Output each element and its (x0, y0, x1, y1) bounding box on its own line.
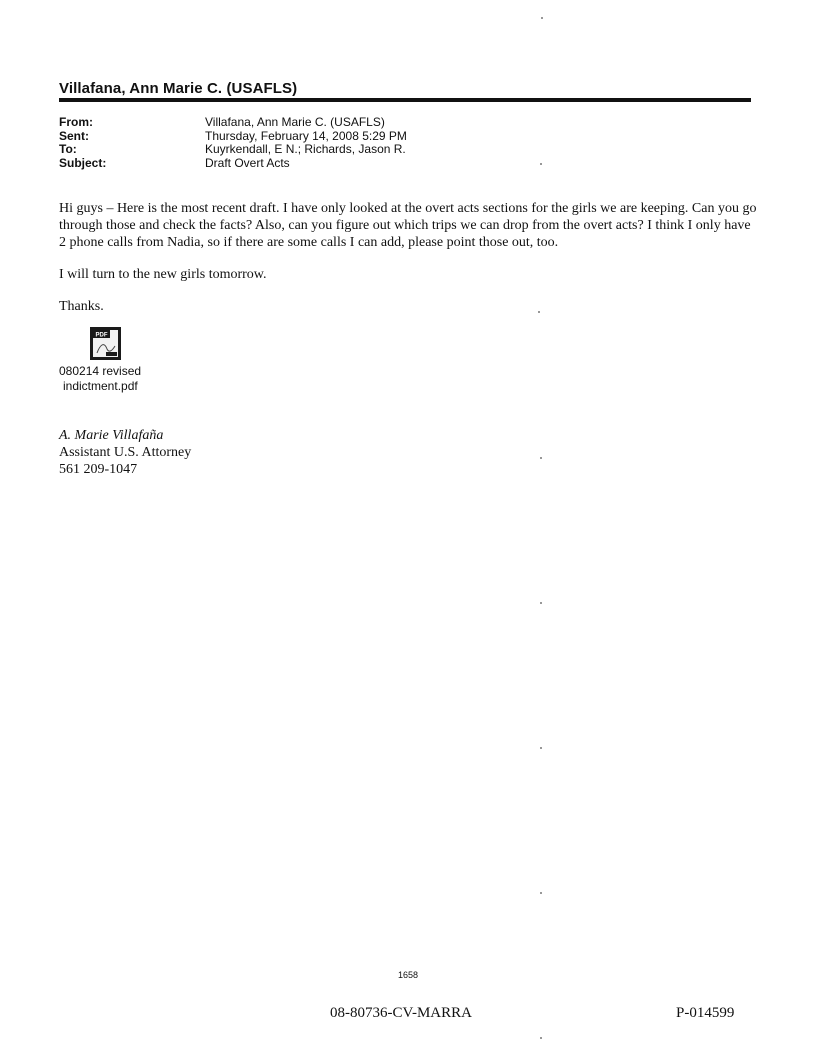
body-paragraph: Thanks. (59, 299, 104, 314)
attachment-filename-line2: indictment.pdf (63, 379, 138, 393)
scan-speck (540, 747, 542, 749)
scan-speck (540, 892, 542, 894)
bates-number: P-014599 (676, 1005, 735, 1021)
scan-speck (540, 163, 542, 165)
page-number: 1658 (398, 970, 419, 980)
pdf-file-icon (90, 327, 121, 360)
body-paragraph: Hi guys – Here is the most recent draft. I have only looked at the overt acts sections for the girls we are keeping. Can you go through those and check the facts? Also, can you figure out which trips we can drop from the overt acts? I think I only have 2 phone calls from Nadia, so if there are some calls I can add, please point those out, too. (59, 201, 757, 250)
from-value: Villafana, Ann Marie C. (USAFLS) (205, 115, 385, 129)
pdf-icon-label: PDF (95, 332, 108, 339)
from-row (59, 116, 407, 130)
email-header-fields (59, 116, 407, 170)
subject-label: Subject: (59, 155, 107, 170)
scan-speck (540, 602, 542, 604)
email-body (59, 200, 759, 330)
from-label: From: (59, 115, 93, 129)
sent-row (59, 130, 407, 144)
sender-name-heading: Villafana, Ann Marie C. (USAFLS) (59, 80, 298, 97)
attachment-filename-line1: 080214 revised (59, 364, 142, 378)
to-row (59, 143, 407, 157)
signature-phone: 561 209-1047 (59, 462, 138, 477)
header-divider (59, 98, 751, 102)
case-number: 08-80736-CV-MARRA (330, 1005, 472, 1021)
to-value: Kuyrkendall, E N.; Richards, Jason R. (205, 142, 406, 156)
to-label: To: (59, 142, 77, 156)
signature-block (59, 427, 191, 478)
subject-value: Draft Overt Acts (205, 155, 290, 170)
sent-value: Thursday, February 14, 2008 5:29 PM (205, 128, 407, 143)
scan-speck (538, 311, 540, 313)
scan-speck (540, 1037, 542, 1039)
scan-speck (540, 457, 542, 459)
body-paragraph: I will turn to the new girls tomorrow. (59, 267, 267, 282)
attachment-filename[interactable] (59, 364, 159, 394)
subject-row (59, 157, 407, 171)
signature-name: A. Marie Villafaña (59, 428, 164, 443)
signature-title: Assistant U.S. Attorney (59, 445, 192, 460)
scan-speck (541, 17, 543, 19)
sent-label: Sent: (59, 128, 89, 143)
